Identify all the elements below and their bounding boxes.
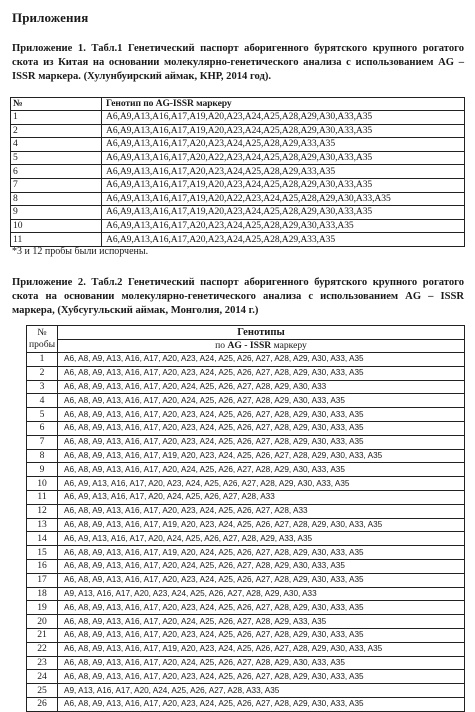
table-row — [11, 138, 465, 152]
header-number-sign: № — [37, 327, 47, 338]
genotype-cell: A6,A9,A13,A16,A17,A19,A20,A22,A23,A24,A25,A28,A29,A30,A33,A35 — [102, 192, 465, 206]
sample-number-cell: 9 — [27, 463, 58, 477]
subheader-suffix: маркеру — [273, 340, 307, 351]
sample-number-cell: 21 — [27, 628, 58, 642]
sample-number-cell: 19 — [27, 601, 58, 615]
sample-number-cell: 16 — [27, 559, 58, 573]
genotype-cell: A9, A13, A16, A17, A20, A23, A24, A25, A26, A27, A28, A29, A30, A33 — [58, 587, 465, 601]
table-header-row — [27, 326, 465, 340]
sample-number-cell: 3 — [27, 380, 58, 394]
sample-number-cell: 24 — [27, 670, 58, 684]
table-row — [27, 615, 465, 629]
sample-number-cell: 11 — [11, 233, 102, 247]
sample-number-cell: 18 — [27, 587, 58, 601]
table-row — [27, 670, 465, 684]
genotype-cell: A6, A8, A9, A13, A16, A17, A19, A20, A24, A25, A26, A27, A28, A29, A30, A33, A35 — [58, 546, 465, 560]
sample-number-cell: 6 — [11, 165, 102, 179]
table-row — [27, 490, 465, 504]
sample-number-cell: 26 — [27, 697, 58, 711]
sample-number-cell: 4 — [11, 138, 102, 152]
table-row — [27, 380, 465, 394]
table-row — [27, 697, 465, 711]
sample-number-cell: 6 — [27, 421, 58, 435]
sample-number-cell: 22 — [27, 642, 58, 656]
genotype-cell: A6, A8, A9, A13, A16, A17, A20, A23, A24, A25, A26, A27, A28, A29, A30, A33, A35 — [58, 670, 465, 684]
table-row — [27, 518, 465, 532]
sample-number-cell: 9 — [11, 206, 102, 220]
sample-number-cell: 2 — [11, 124, 102, 138]
genotype-cell: A6, A8, A9, A13, A16, A17, A20, A23, A24, A25, A26, A27, A28, A29, A30, A33, A35 — [58, 408, 465, 422]
genotype-cell: A6, A8, A9, A13, A16, A17, A20, A23, A24, A25, A26, A27, A28, A29, A30, A33, A35 — [58, 435, 465, 449]
genotype-cell: A6, A9, A13, A16, A17, A20, A23, A24, A25, A26, A27, A28, A29, A30, A33, A35 — [58, 477, 465, 491]
genotype-cell: A6, A8, A9, A13, A16, A17, A20, A24, A25, A26, A27, A28, A29, A33, A35 — [58, 615, 465, 629]
sample-number-cell: 8 — [27, 449, 58, 463]
sample-number-cell: 15 — [27, 546, 58, 560]
table-row — [27, 477, 465, 491]
column-header-genotype: Генотип по AG-ISSR маркеру — [102, 98, 465, 111]
genotype-cell: A6, A8, A9, A13, A16, A17, A20, A24, A25, A26, A27, A28, A29, A30, A33 — [58, 380, 465, 394]
sample-number-cell: 20 — [27, 615, 58, 629]
table-row — [11, 165, 465, 179]
column-header-genotypes: Генотипы — [58, 326, 465, 340]
page-heading: Приложения — [12, 10, 89, 25]
table-row — [11, 206, 465, 220]
subheader-marker-name: AG - ISSR — [227, 340, 272, 351]
table-row — [11, 192, 465, 206]
table-row — [27, 656, 465, 670]
table-row — [27, 559, 465, 573]
table-header-row — [11, 98, 465, 111]
sample-number-cell: 1 — [27, 353, 58, 367]
sample-number-cell: 23 — [27, 656, 58, 670]
sample-number-cell: 8 — [11, 192, 102, 206]
sample-number-cell: 10 — [27, 477, 58, 491]
genotype-cell: A6, A9, A13, A16, A17, A20, A24, A25, A26, A27, A28, A33 — [58, 490, 465, 504]
sample-number-cell: 14 — [27, 532, 58, 546]
table-row — [27, 504, 465, 518]
sample-number-cell: 25 — [27, 684, 58, 698]
table-row — [11, 178, 465, 192]
sample-number-cell: 7 — [11, 178, 102, 192]
genotype-cell: A6, A8, A9, A13, A16, A17, A20, A24, A25, A26, A27, A28, A29, A30, A33, A35 — [58, 394, 465, 408]
table-row — [11, 233, 465, 247]
genotype-cell: A6,A9,A13,A16,A17,A20,A23,A24,A25,A28,A29,A33,A35 — [102, 138, 465, 152]
table-row — [27, 573, 465, 587]
subheader-prefix: по — [215, 340, 226, 351]
sample-number-cell: 5 — [11, 151, 102, 165]
appendix1-caption: Приложение 1. Табл.1 Генетический паспорт аборигенного бурятского крупного рогатого скота из Китая на основании молекулярно-генетического анализа с использованием AG – ISSR маркера. (Хулунбуирский аймак, КНР, 2014 год). — [12, 43, 464, 82]
table-row — [11, 219, 465, 233]
genotype-cell: A6,A9,A13,A16,A17,A19,A20,A23,A24,A25,A28,A29,A30,A33,A35 — [102, 206, 465, 220]
sample-number-cell: 10 — [11, 219, 102, 233]
table-row — [27, 435, 465, 449]
genotype-cell: A6, A8, A9, A13, A16, A17, A20, A23, A24, A25, A26, A27, A28, A29, A30, A33, A35 — [58, 353, 465, 367]
column-header-sample-number — [27, 326, 58, 353]
genotype-cell: A6, A8, A9, A13, A16, A17, A20, A23, A24, A25, A26, A27, A28, A29, A30, A33, A35 — [58, 628, 465, 642]
genotype-cell: A9, A13, A16, A17, A20, A24, A25, A26, A27, A28, A33, A35 — [58, 684, 465, 698]
table-row — [27, 353, 465, 367]
genotype-cell: A6, A8, A9, A13, A16, A17, A19, A20, A23, A24, A25, A26, A27, A28, A29, A30, A33, A35 — [58, 518, 465, 532]
table-row — [27, 546, 465, 560]
genotype-cell: A6,A9,A13,A16,A17,A20,A23,A24,A25,A28,A29,A30,A33,A35 — [102, 219, 465, 233]
table-row — [27, 449, 465, 463]
sample-number-cell: 2 — [27, 366, 58, 380]
sample-number-cell: 7 — [27, 435, 58, 449]
table-row — [27, 642, 465, 656]
sample-number-cell: 5 — [27, 408, 58, 422]
table-row — [27, 684, 465, 698]
genotype-cell: A6,A9,A13,A16,A17,A19,A20,A23,A24,A25,A28,A29,A30,A33,A35 — [102, 178, 465, 192]
header-sample-word: пробы — [28, 339, 56, 350]
genotype-cell: A6, A8, A9, A13, A16, A17, A20, A24, A25, A26, A27, A28, A29, A30, A33, A35 — [58, 656, 465, 670]
genotype-cell: A6, A8, A9, A13, A16, A17, A19, A20, A23, A24, A25, A26, A27, A28, A29, A30, A33, A35 — [58, 642, 465, 656]
sample-number-cell: 4 — [27, 394, 58, 408]
genotype-cell: A6, A8, A9, A13, A16, A17, A20, A23, A24, A25, A26, A27, A28, A33 — [58, 504, 465, 518]
table-row — [27, 366, 465, 380]
genotype-cell: A6, A8, A9, A13, A16, A17, A20, A23, A24, A25, A26, A27, A28, A29, A30, A33, A35 — [58, 601, 465, 615]
genotype-cell: A6, A8, A9, A13, A16, A17, A20, A23, A24, A25, A26, A27, A28, A29, A30, A33, A35 — [58, 366, 465, 380]
table-row — [27, 601, 465, 615]
footnote: *3 и 12 пробы были испорчены. — [12, 246, 149, 257]
genotype-cell: A6,A9,A13,A16,A17,A20,A23,A24,A25,A28,A29,A33,A35 — [102, 233, 465, 247]
table-row — [27, 628, 465, 642]
sample-number-cell: 11 — [27, 490, 58, 504]
table-row — [27, 421, 465, 435]
genotype-cell: A6, A9, A13, A16, A17, A20, A24, A25, A26, A27, A28, A29, A33, A35 — [58, 532, 465, 546]
sample-number-cell: 17 — [27, 573, 58, 587]
genotype-cell: A6, A8, A9, A13, A16, A17, A20, A24, A25, A26, A27, A28, A29, A30, A33, A35 — [58, 559, 465, 573]
sample-number-cell: 1 — [11, 111, 102, 125]
table-row — [11, 111, 465, 125]
column-header-number: № — [11, 98, 102, 111]
genotype-cell: A6, A8, A9, A13, A16, A17, A20, A23, A24, A25, A26, A27, A28, A29, A30, A33, A35 — [58, 421, 465, 435]
table-row — [27, 532, 465, 546]
genotype-cell: A6, A8, A9, A13, A16, A17, A19, A20, A23, A24, A25, A26, A27, A28, A29, A30, A33, A35 — [58, 449, 465, 463]
table-row — [27, 408, 465, 422]
table-row — [27, 463, 465, 477]
table-row — [27, 394, 465, 408]
genotype-cell: A6,A9,A13,A16,A17,A20,A22,A23,A24,A25,A28,A29,A30,A33,A35 — [102, 151, 465, 165]
table-row — [11, 124, 465, 138]
sample-number-cell: 13 — [27, 518, 58, 532]
genotype-cell: A6, A8, A9, A13, A16, A17, A20, A23, A24, A25, A26, A27, A28, A29, A30, A33, A35 — [58, 573, 465, 587]
genotype-cell: A6,A9,A13,A16,A17,A20,A23,A24,A25,A28,A29,A33,A35 — [102, 165, 465, 179]
table-row — [11, 151, 465, 165]
genotype-cell: A6, A8, A9, A13, A16, A17, A20, A23, A24, A25, A26, A27, A28, A29, A30, A33, A35 — [58, 697, 465, 711]
genotype-cell: A6,A9,A13,A16,A17,A19,A20,A23,A24,A25,A28,A29,A30,A33,A35 — [102, 111, 465, 125]
column-subheader-marker — [58, 340, 465, 353]
genotype-cell: A6, A8, A9, A13, A16, A17, A20, A24, A25, A26, A27, A28, A29, A30, A33, A35 — [58, 463, 465, 477]
table-subheader-row — [27, 340, 465, 353]
sample-number-cell: 12 — [27, 504, 58, 518]
genotype-table-1 — [10, 97, 465, 247]
genotype-table-2 — [26, 325, 465, 712]
genotype-cell: A6,A9,A13,A16,A17,A19,A20,A23,A24,A25,A28,A29,A30,A33,A35 — [102, 124, 465, 138]
appendix2-caption: Приложение 2. Табл.2 Генетический паспорт аборигенного бурятского крупного рогатого скота на основании молекулярно-генетического анализа с использованием AG – ISSR маркера, (Хубсугульский аймак, Монголия, 2014 г.) — [12, 277, 464, 316]
table-row — [27, 587, 465, 601]
